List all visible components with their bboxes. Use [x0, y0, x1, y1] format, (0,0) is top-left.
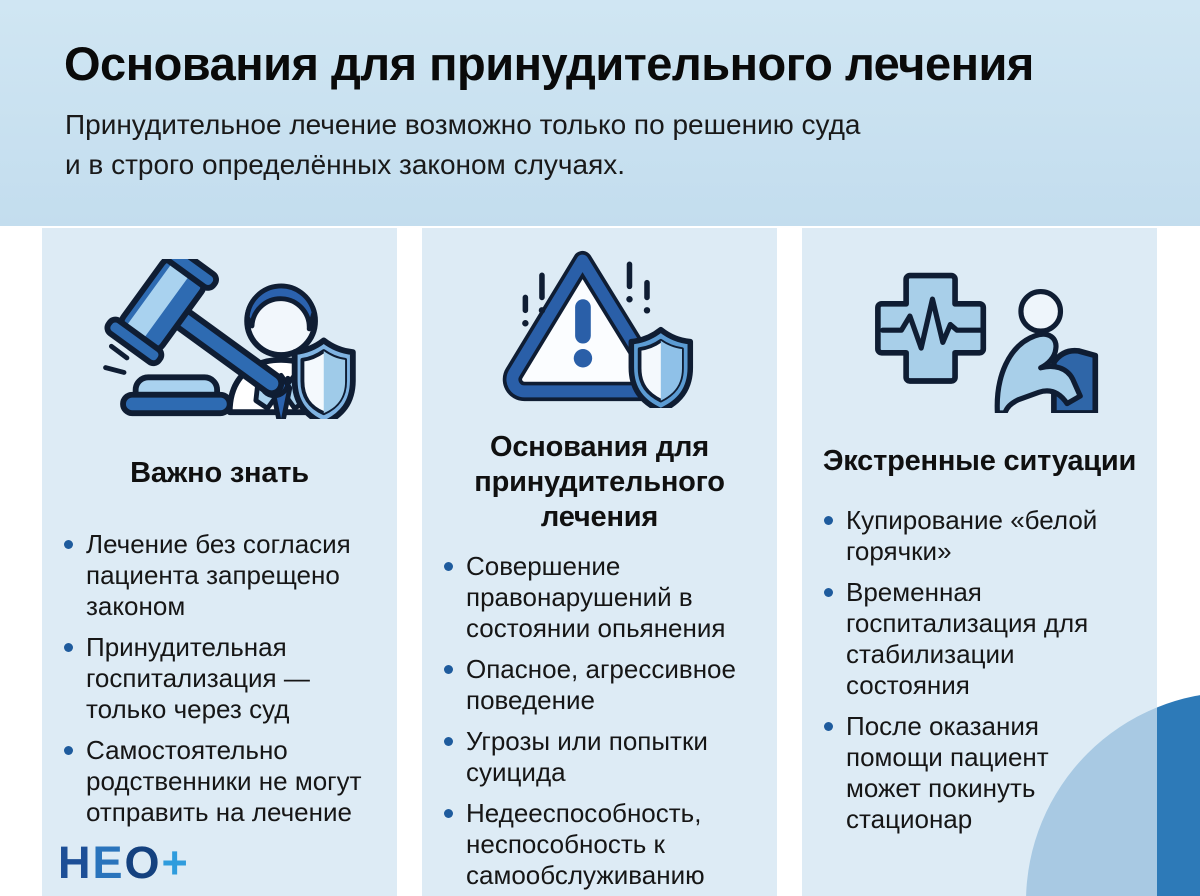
warning-triangle-shield-svg — [489, 244, 711, 408]
subtitle-line-2: и в строго определённых законом случаях. — [65, 148, 626, 180]
neo-plus-logo — [58, 837, 190, 888]
page-subtitle — [65, 105, 1140, 185]
bullet-dot — [444, 809, 453, 818]
medical-cross-patient-svg — [855, 253, 1105, 413]
bullet-dot — [824, 588, 833, 597]
bullet-dot — [64, 643, 73, 652]
bullet-list — [440, 551, 759, 891]
bullet-list — [820, 505, 1139, 835]
card-title: Экстренные ситуации — [822, 445, 1137, 477]
logo-letter: + — [161, 837, 190, 888]
medical-cross-patient-icon — [820, 228, 1139, 438]
bullet-dot — [64, 540, 73, 549]
bullet-dot — [444, 562, 453, 571]
list-item: Совершение правонарушений в состоянии опьянения — [442, 551, 759, 644]
card-important-to-know — [42, 228, 397, 896]
logo-letter: Н — [58, 837, 93, 888]
bullet-list — [60, 529, 379, 828]
subtitle-line-1: Принудительное лечение возможно только по решению суда — [65, 108, 861, 140]
card-emergency-situations — [802, 228, 1157, 896]
logo-letter: О — [124, 837, 162, 888]
list-item: Временная госпитализация для стабилизации состояния — [822, 577, 1139, 701]
list-item: Угрозы или попытки суицида — [442, 726, 759, 788]
card-grounds-for-treatment — [422, 228, 777, 896]
logo-letter: Е — [92, 837, 125, 888]
card-title: Важно знать — [130, 457, 309, 489]
bullet-dot — [824, 516, 833, 525]
list-item: Самостоятельно родственники не могут отправить на лечение — [62, 735, 379, 828]
bullet-dot — [824, 722, 833, 731]
list-item: После оказания помощи пациент может покинуть стационар — [822, 711, 1139, 835]
list-item: Купирование «белой горячки» — [822, 505, 1139, 567]
page-title: Основания для принудительного лечения — [64, 37, 1034, 90]
gavel-doctor-shield-svg — [84, 259, 356, 419]
list-item: Опасное, агрессивное поведение — [442, 654, 759, 716]
list-item: Лечение без согласия пациента запрещено законом — [62, 529, 379, 622]
header — [0, 0, 1200, 226]
bullet-dot — [444, 665, 453, 674]
gavel-doctor-shield-icon — [60, 228, 379, 450]
bullet-dot — [444, 737, 453, 746]
card-title: Основания для принудительного лечения — [474, 431, 725, 533]
columns-container — [42, 228, 1157, 896]
list-item: Недееспособность, неспособность к самообслуживанию — [442, 798, 759, 891]
list-item: Принудительная госпитализация — только через суд — [62, 632, 379, 725]
warning-triangle-shield-icon — [440, 228, 759, 424]
bullet-dot — [64, 746, 73, 755]
